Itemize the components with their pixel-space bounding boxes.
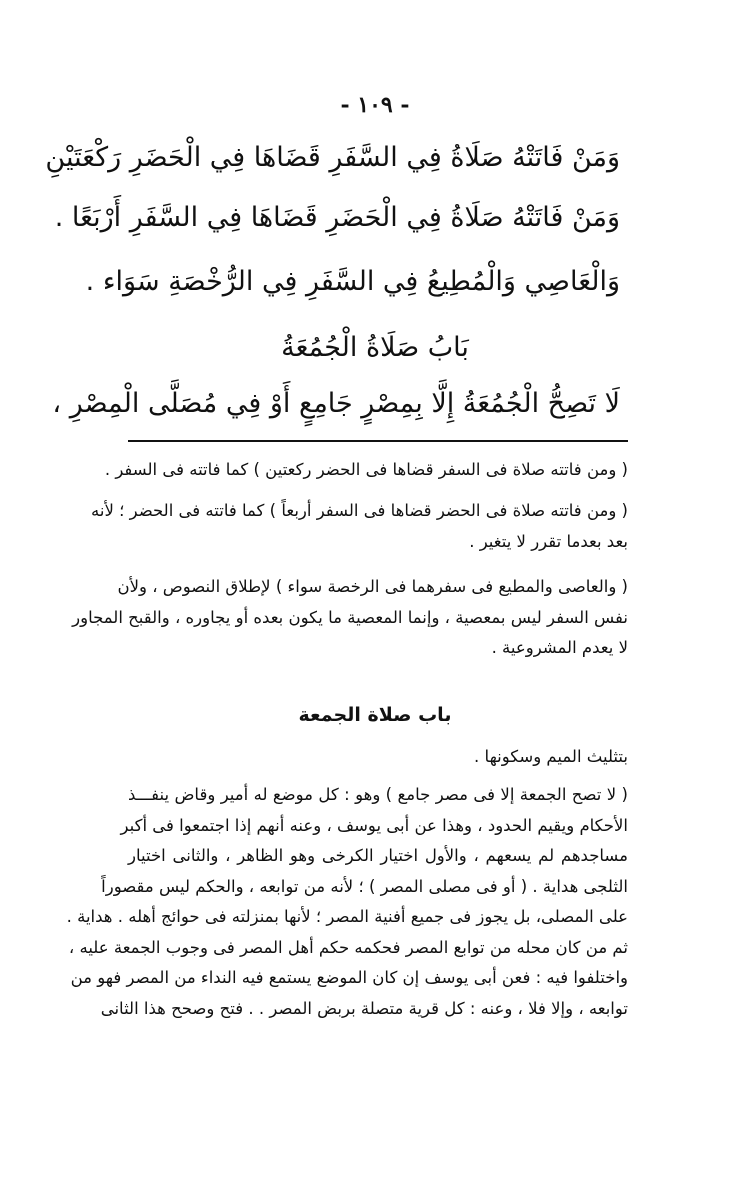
commentary-line: على المصلى، بل يجوز فى جميع أفنية المصر ؛ لأنها بمنزلته فى حوائج أهله . هداية .	[66, 907, 628, 926]
page-number: - ١٠٩ -	[340, 92, 410, 118]
commentary-line: ثم من كان محله من توابع المصر فحكمه حكم أهل المصر فى وجوب الجمعة عليه ،	[68, 937, 628, 957]
verse-line: وَمَنْ فَاتَتْهُ صَلَاةُ فِي السَّفَرِ قَضَاهَا فِي الْحَضَرِ رَكْعَتَيْنِ	[45, 142, 620, 173]
commentary-line: بتثليث الميم وسكونها .	[474, 747, 628, 766]
commentary-line: الثلجى هداية . ( أو فى مصلى المصر ) ؛ لأنه من توابعه ، والحكم ليس مقصوراً	[101, 876, 628, 896]
verse-line: وَمَنْ فَاتَتْهُ صَلَاةُ فِي الْحَضَرِ قَضَاهَا فِي السَّفَرِ أَرْبَعًا .	[54, 202, 620, 233]
commentary-line: نفس السفر ليس بمعصية ، وإنما المعصية ما يكون بعده أو يجاوره ، والقبح المجاور	[72, 607, 628, 627]
divider-rule	[128, 440, 628, 442]
verse-line: لَا تَصِحُّ الْجُمُعَةُ إِلَّا بِمِصْرٍ جَامِعٍ أَوْ فِي مُصَلَّى الْمِصْرِ ،	[52, 388, 620, 419]
commentary-line: ( ومن فاتته صلاة فى السفر قضاها فى الحضر ركعتين ) كما فاتته فى السفر .	[104, 460, 628, 479]
commentary-chapter-heading: باب صلاة الجمعة	[298, 704, 452, 726]
commentary-line: توابعه ، وإلا فلا ، وعنه : كل قرية متصلة بربض المصر . . فتح وصحح هذا الثانى	[100, 998, 628, 1018]
commentary-line: ( والعاصى والمطيع فى سفرهما فى الرخصة سواء ) لإطلاق النصوص ، ولأن	[117, 577, 628, 596]
verse-line: وَالْعَاصِي وَالْمُطِيعُ فِي السَّفَرِ فِي الرُّخْصَةِ سَوَاء .	[85, 266, 620, 297]
commentary-line: بعد بعدما تقرر لا يتغير .	[469, 531, 628, 551]
commentary-line: لا يعدم المشروعية .	[491, 638, 628, 657]
commentary-paragraph	[91, 496, 628, 557]
commentary-line: الأحكام ويقيم الحدود ، وهذا عن أبى يوسف ، وعنه أنهم إذا اجتمعوا فى أكبر	[120, 815, 628, 835]
verse-chapter-heading: بَابُ صَلَاةُ الْجُمُعَةُ	[281, 332, 469, 363]
commentary-paragraph	[128, 742, 628, 773]
commentary-line: ( ومن فاتته صلاة فى الحضر قضاها فى السفر أربعاً ) كما فاتته فى الحضر ؛ لأنه	[91, 501, 628, 520]
commentary-line: مساجدهم لم يسعهم ، والأول اختيار الكرخى وهو الظاهر ، والثانى اختيار	[128, 846, 628, 865]
commentary-line: ( لا تصح الجمعة إلا فى مصر جامع ) وهو : كل موضع له أمير وقاض ينفـــذ	[128, 785, 628, 804]
commentary-line: واختلفوا فيه : فعن أبى يوسف إن كان الموضع يستمع فيه النداء من المصر فهو من	[70, 968, 628, 987]
commentary-paragraph	[72, 572, 628, 664]
commentary-paragraph	[104, 455, 628, 486]
commentary-paragraph	[66, 780, 628, 1024]
